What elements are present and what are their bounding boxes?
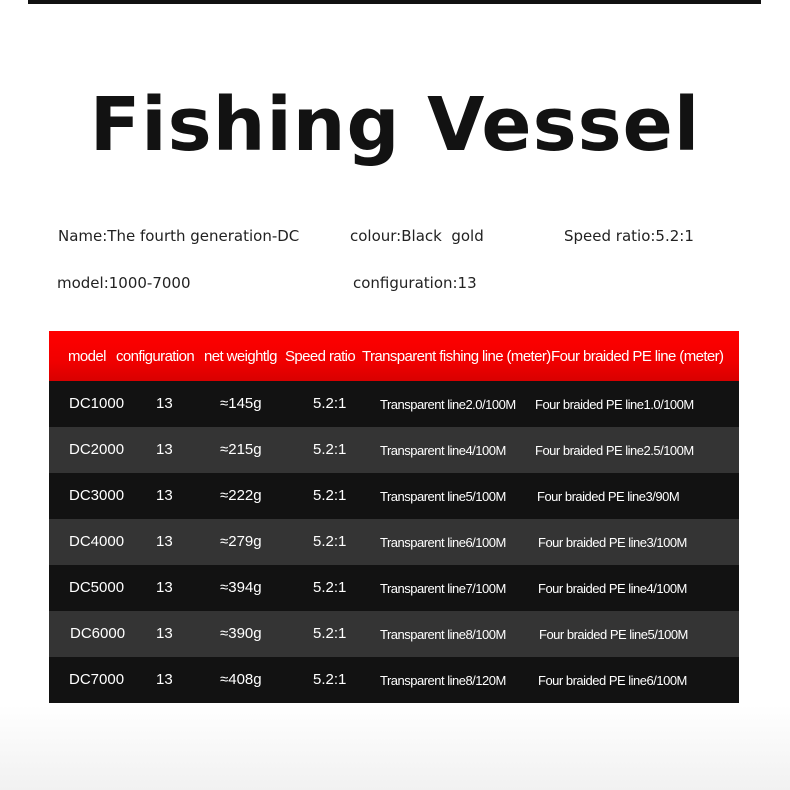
table-row	[49, 473, 739, 519]
spec-configuration: configuration:13	[353, 274, 477, 292]
cell-pe-line: Four braided PE line2.5/100M	[535, 443, 694, 458]
table-row	[49, 657, 739, 703]
cell-model: DC4000	[69, 533, 125, 550]
header-configuration: configuration	[116, 348, 195, 365]
cell-model: DC3000	[69, 487, 125, 504]
cell-pe-line: Four braided PE line1.0/100M	[535, 397, 694, 412]
table-header	[49, 331, 739, 381]
cell-speed-ratio: 5.2:1	[313, 395, 347, 412]
top-rule	[28, 0, 761, 4]
cell-configuration: 13	[156, 533, 173, 550]
cell-configuration: 13	[156, 671, 173, 688]
spec-model: model:1000-7000	[57, 274, 191, 292]
cell-model: DC2000	[69, 441, 125, 458]
cell-transparent-line: Transparent line4/100M	[380, 443, 506, 458]
cell-pe-line: Four braided PE line3/100M	[538, 535, 687, 550]
cell-speed-ratio: 5.2:1	[313, 671, 347, 688]
header-pe-line: Four braided PE line (meter)	[551, 348, 724, 365]
cell-configuration: 13	[156, 625, 173, 642]
cell-net-weight: ≈145g	[220, 395, 262, 412]
spec-name: Name:The fourth generation-DC	[58, 227, 300, 245]
table-row	[49, 565, 739, 611]
cell-transparent-line: Transparent line2.0/100M	[380, 397, 516, 412]
table-row	[49, 381, 739, 427]
page-title: Fishing Vessel	[89, 82, 701, 168]
header-net-weight: net weightlg	[204, 348, 277, 365]
cell-net-weight: ≈390g	[220, 625, 262, 642]
cell-speed-ratio: 5.2:1	[313, 487, 347, 504]
header-speed-ratio: Speed ratio	[285, 348, 356, 365]
table-row	[49, 427, 739, 473]
cell-speed-ratio: 5.2:1	[313, 625, 347, 642]
cell-net-weight: ≈279g	[220, 533, 262, 550]
cell-configuration: 13	[156, 487, 173, 504]
cell-net-weight: ≈394g	[220, 579, 262, 596]
cell-configuration: 13	[156, 441, 173, 458]
cell-transparent-line: Transparent line5/100M	[380, 489, 506, 504]
cell-net-weight: ≈215g	[220, 441, 262, 458]
spec-colour: colour:Black gold	[350, 227, 484, 245]
cell-pe-line: Four braided PE line3/90M	[537, 489, 680, 504]
cell-configuration: 13	[156, 395, 173, 412]
bottom-fade	[0, 705, 790, 790]
cell-speed-ratio: 5.2:1	[313, 533, 347, 550]
cell-model: DC5000	[69, 579, 125, 596]
table-row	[49, 611, 739, 657]
cell-transparent-line: Transparent line7/100M	[380, 581, 506, 596]
table-row	[49, 519, 739, 565]
spec-speed-ratio: Speed ratio:5.2:1	[564, 227, 694, 245]
spec-table	[49, 331, 739, 703]
cell-net-weight: ≈222g	[220, 487, 262, 504]
cell-model: DC6000	[70, 625, 126, 642]
cell-transparent-line: Transparent line6/100M	[380, 535, 506, 550]
header-transparent-line: Transparent fishing line (meter)	[362, 348, 551, 365]
cell-net-weight: ≈408g	[220, 671, 262, 688]
cell-model: DC7000	[69, 671, 125, 688]
cell-speed-ratio: 5.2:1	[313, 579, 347, 596]
cell-configuration: 13	[156, 579, 173, 596]
cell-speed-ratio: 5.2:1	[313, 441, 347, 458]
header-model: model	[68, 348, 106, 365]
cell-model: DC1000	[69, 395, 125, 412]
cell-transparent-line: Transparent line8/100M	[380, 627, 506, 642]
cell-pe-line: Four braided PE line6/100M	[538, 673, 687, 688]
cell-transparent-line: Transparent line8/120M	[380, 673, 506, 688]
cell-pe-line: Four braided PE line4/100M	[538, 581, 687, 596]
cell-pe-line: Four braided PE line5/100M	[539, 627, 688, 642]
